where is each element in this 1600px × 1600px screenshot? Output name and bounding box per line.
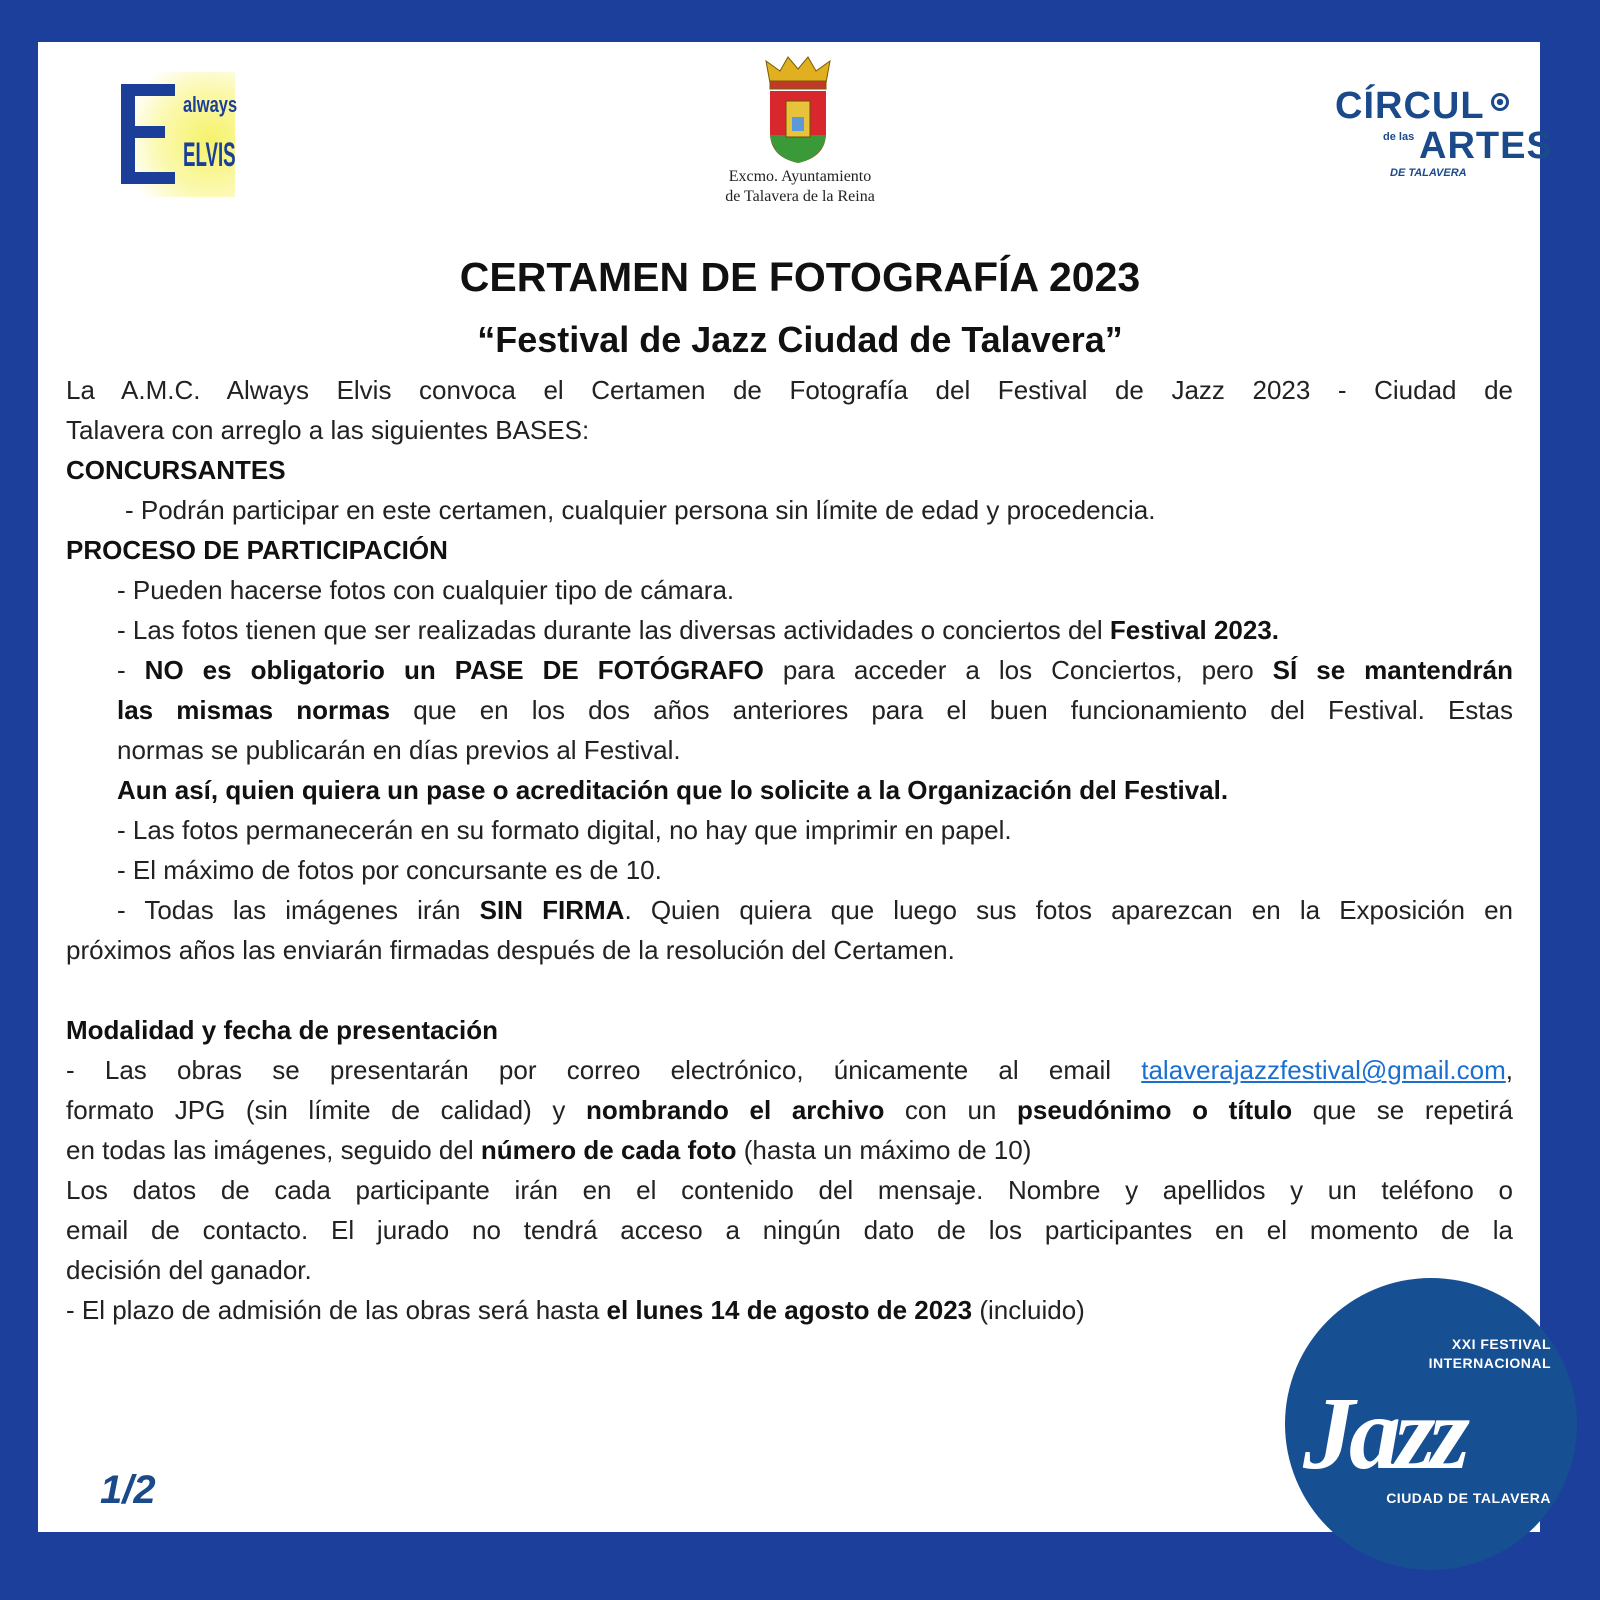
text-line bbox=[125, 490, 1513, 530]
text-line bbox=[66, 370, 1513, 410]
text: - Las fotos tienen que ser realizadas durante las diversas actividades o conciertos del bbox=[117, 615, 1110, 645]
bold-text: número de cada foto bbox=[480, 1135, 737, 1165]
jazz-festival-badge bbox=[1285, 1278, 1577, 1570]
text: que en los dos años anteriores para el buen funcionamiento del Festival. Estas bbox=[390, 695, 1513, 725]
badge-text: XXI FESTIVAL bbox=[1451, 1336, 1551, 1352]
text: - El plazo de admisión de las obras será hasta bbox=[66, 1295, 607, 1325]
text: - Pueden hacerse fotos con cualquier tipo de cámara. bbox=[117, 575, 735, 605]
text-line bbox=[117, 650, 1513, 690]
page-number: 1/2 bbox=[100, 1468, 156, 1512]
text-line bbox=[66, 1170, 1513, 1210]
logo-text: ELVIS bbox=[183, 136, 236, 174]
bold-text: SÍ se mantendrán bbox=[1272, 655, 1513, 685]
text-line bbox=[117, 690, 1513, 730]
text: - bbox=[117, 655, 145, 685]
eye-icon bbox=[1491, 93, 1509, 111]
ayuntamiento-logo bbox=[700, 55, 900, 215]
text: - El máximo de fotos por concursante es de 10. bbox=[117, 855, 662, 885]
text: email de contacto. El jurado no tendrá acceso a ningún dato de los participantes en el momento de la bbox=[66, 1215, 1513, 1245]
badge-text: CIUDAD DE TALAVERA bbox=[1386, 1490, 1551, 1506]
text-line bbox=[66, 970, 1513, 1010]
badge-jazz-script: Jazz bbox=[1303, 1376, 1464, 1491]
text: , bbox=[1505, 1055, 1513, 1085]
text: Talavera con arreglo a las siguientes BASES: bbox=[66, 415, 590, 445]
text: próximos años las enviarán firmadas después de la resolución del Certamen. bbox=[66, 935, 955, 965]
logo-text: ARTES bbox=[1419, 125, 1553, 167]
elvis-monogram-icon bbox=[117, 80, 179, 190]
text-line bbox=[66, 1010, 1513, 1050]
logo-text: de las bbox=[1383, 131, 1415, 143]
text: (hasta un máximo de 10) bbox=[736, 1135, 1032, 1165]
bold-text: las mismas normas bbox=[117, 695, 391, 725]
ayuntamiento-caption: Excmo. Ayuntamiento bbox=[728, 168, 872, 185]
text: - Podrán participar en este certamen, cualquier persona sin límite de edad y procedencia. bbox=[125, 495, 1156, 525]
always-elvis-logo bbox=[115, 72, 238, 197]
text-line bbox=[66, 530, 1513, 570]
bold-text: PROCESO DE PARTICIPACIÓN bbox=[66, 535, 448, 565]
text-line bbox=[117, 610, 1513, 650]
bold-text: pseudónimo o título bbox=[1017, 1095, 1293, 1125]
text-line bbox=[117, 890, 1513, 930]
text-line bbox=[117, 770, 1513, 810]
badge-text: INTERNACIONAL bbox=[1428, 1355, 1551, 1371]
email-link[interactable]: talaverajazzfestival@gmail.com bbox=[1141, 1055, 1506, 1085]
text: decisión del ganador. bbox=[66, 1255, 312, 1285]
text-line bbox=[117, 730, 1513, 770]
coat-of-arms-icon bbox=[758, 55, 838, 165]
text: - Las obras se presentarán por correo electrónico, únicamente al email bbox=[66, 1055, 1142, 1085]
text: (incluido) bbox=[972, 1295, 1085, 1325]
text: La A.M.C. Always Elvis convoca el Certamen de Fotografía del Festival de Jazz 2023 - Ciudad de bbox=[66, 375, 1513, 405]
text: para acceder a los Conciertos, pero bbox=[763, 655, 1273, 685]
bold-text: CONCURSANTES bbox=[66, 455, 286, 485]
bold-text: el lunes 14 de agosto de 2023 bbox=[606, 1295, 973, 1325]
text: formato JPG (sin límite de calidad) y bbox=[66, 1095, 586, 1125]
circulo-artes-logo bbox=[1335, 85, 1553, 185]
ayuntamiento-caption: de Talavera de la Reina bbox=[725, 188, 875, 205]
text-line bbox=[66, 450, 1513, 490]
text-line bbox=[66, 930, 1513, 970]
text: normas se publicarán en días previos al Festival. bbox=[117, 735, 681, 765]
logo-text: always bbox=[183, 92, 238, 117]
bold-text: Modalidad y fecha de presentación bbox=[66, 1015, 498, 1045]
text-line bbox=[66, 410, 1513, 450]
text-line bbox=[66, 1290, 1513, 1330]
text-line bbox=[66, 1090, 1513, 1130]
text-line bbox=[117, 810, 1513, 850]
text: - Todas las imágenes irán bbox=[117, 895, 480, 925]
logo-text: DE TALAVERA bbox=[1390, 167, 1467, 179]
text-line bbox=[66, 1130, 1513, 1170]
text: Los datos de cada participante irán en el contenido del mensaje. Nombre y apellidos y un teléfono o bbox=[66, 1175, 1513, 1205]
bold-text: Festival 2023. bbox=[1109, 615, 1280, 645]
bold-text: SIN FIRMA bbox=[479, 895, 625, 925]
bold-text: Aun así, quien quiera un pase o acreditación que lo solicite a la Organización del Festival. bbox=[117, 775, 1229, 805]
logo-text: CÍRCUL bbox=[1335, 85, 1485, 127]
bold-text: nombrando el archivo bbox=[585, 1095, 885, 1125]
text-line bbox=[66, 1050, 1513, 1090]
text-line bbox=[117, 570, 1513, 610]
text-line bbox=[117, 850, 1513, 890]
text: con un bbox=[884, 1095, 1017, 1125]
text: en todas las imágenes, seguido del bbox=[66, 1135, 481, 1165]
text-line bbox=[66, 1210, 1513, 1250]
bold-text: NO es obligatorio un PASE DE FOTÓGRAFO bbox=[144, 655, 764, 685]
text-line bbox=[66, 1250, 1513, 1290]
text: . Quien quiera que luego sus fotos aparezcan en la Exposición en bbox=[624, 895, 1514, 925]
page-subtitle: “Festival de Jazz Ciudad de Talavera” bbox=[477, 319, 1123, 360]
text: que se repetirá bbox=[1292, 1095, 1514, 1125]
text: - Las fotos permanecerán en su formato digital, no hay que imprimir en papel. bbox=[117, 815, 1012, 845]
page-title: CERTAMEN DE FOTOGRAFÍA 2023 bbox=[459, 254, 1141, 300]
